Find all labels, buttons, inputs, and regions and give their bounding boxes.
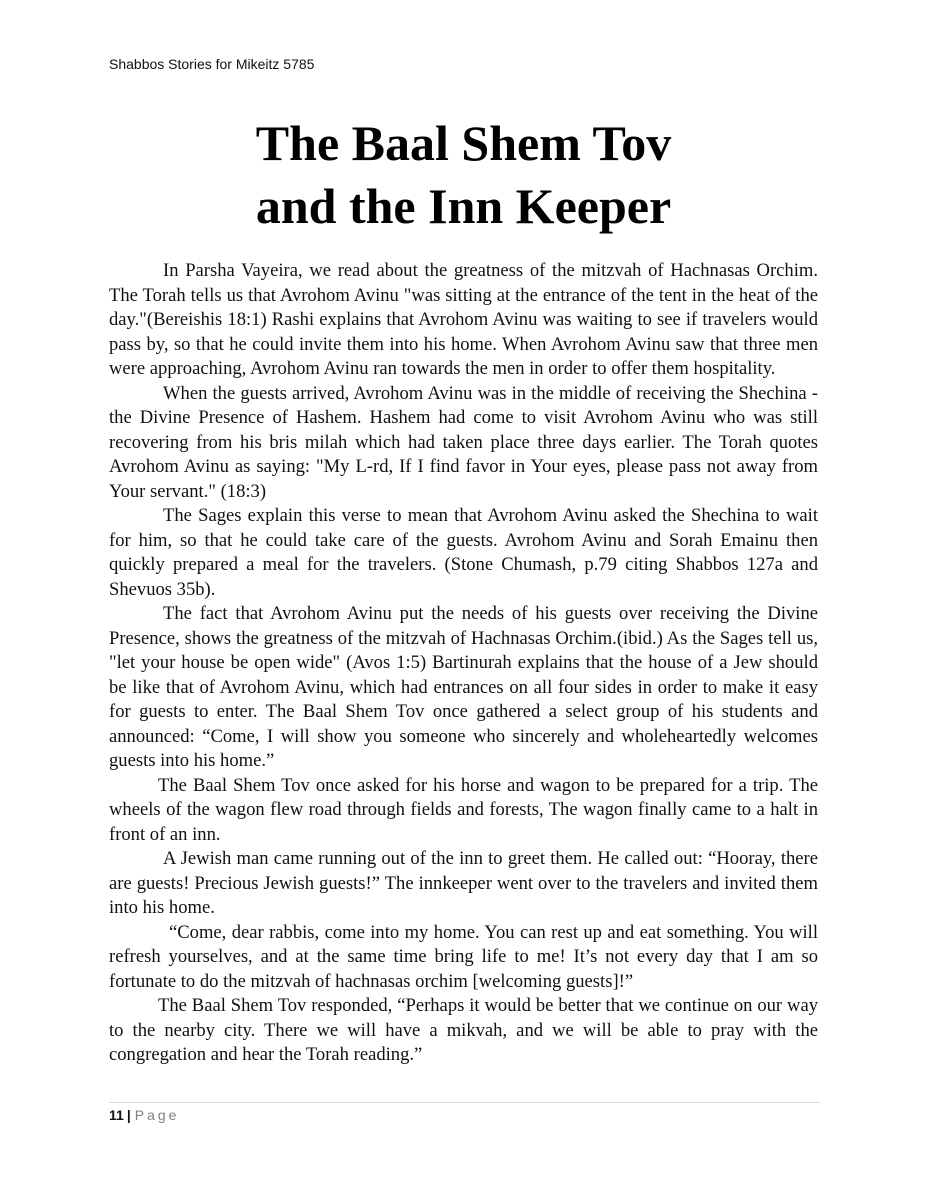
page-title [0,112,927,238]
paragraph-8: The Baal Shem Tov responded, “Perhaps it would be better that we continue on our way to the nearby city. There we will have a mikvah, and we will be able to pray with the congregation and hear the Torah reading.” [109,995,818,1065]
paragraph-2: When the guests arrived, Avrohom Avinu was in the middle of receiving the Shechina - the Divine Presence of Hashem. Hashem had come to visit Avrohom Avinu who was still recovering from his bris milah which had taken place three days earlier. The Torah quotes Avrohom Avinu as saying: "My L-rd, If I find favor in Your eyes, please pass not away from Your servant." (18:3) [109,382,818,502]
footer-separator: | [126,1107,131,1123]
page-label: Page [134,1107,180,1123]
paragraph-3: The Sages explain this verse to mean that Avrohom Avinu asked the Shechina to wait for him, so that he could take care of the guests. Avrohom Avinu and Sorah Emainu then quickly prepared a meal for the travelers. (Stone Chumash, p.79 citing Shabbos 127a and Shevuos 35b). [109,505,818,600]
page-number: 11 [109,1107,124,1123]
paragraph-7: “Come, dear rabbis, come into my home. You can rest up and eat something. You will refresh yourselves, and at the same time bring life to me! It’s not every day that I am so fortunate to do the mitzvah of hachnasas orchim [welcoming guests]!” [109,921,818,992]
paragraph-1: In Parsha Vayeira, we read about the greatness of the mitzvah of Hachnasas Orchim. The Torah tells us that Avrohom Avinu "was sitting at the entrance of the tent in the heat of the day."(Bereishis 18:1) Rashi explains that Avrohom Avinu was waiting to see if travelers would pass by, so that he could invite them into his home. When Avrohom Avinu saw that three men were approaching, Avrohom Avinu ran towards the men in order to offer them hospitality. [109,260,818,379]
title-line-1: The Baal Shem Tov [255,115,672,171]
paragraph-4: The fact that Avrohom Avinu put the needs of his guests over receiving the Divine Presence, shows the greatness of the mitzvah of Hachnasas Orchim.(ibid.) As the Sages tell us, "let your house be open wide" (Avos 1:5) Bartinurah explains that the house of a Jew should be like that of Avrohom Avinu, which had entrances on all four sides in order to make it easy for guests to enter. The Baal Shem Tov once gathered a select group of his students and announced: “Come, I will show you someone who sincerely and wholeheartedly welcomes guests into his home.” [109,603,818,771]
paragraph-5: The Baal Shem Tov once asked for his horse and wagon to be prepared for a trip. The wheels of the wagon flew road through fields and forests, The wagon finally came to a halt in front of an inn. [109,774,818,845]
footer-divider [109,1102,820,1103]
story-body [109,259,818,1068]
page-footer [109,1107,179,1123]
paragraph-6: A Jewish man came running out of the inn to greet them. He called out: “Hooray, there are guests! Precious Jewish guests!” The innkeeper went over to the travelers and invited them into his home. [109,848,818,918]
running-header: Shabbos Stories for Mikeitz 5785 [109,56,315,72]
title-line-2: and the Inn Keeper [255,178,672,234]
